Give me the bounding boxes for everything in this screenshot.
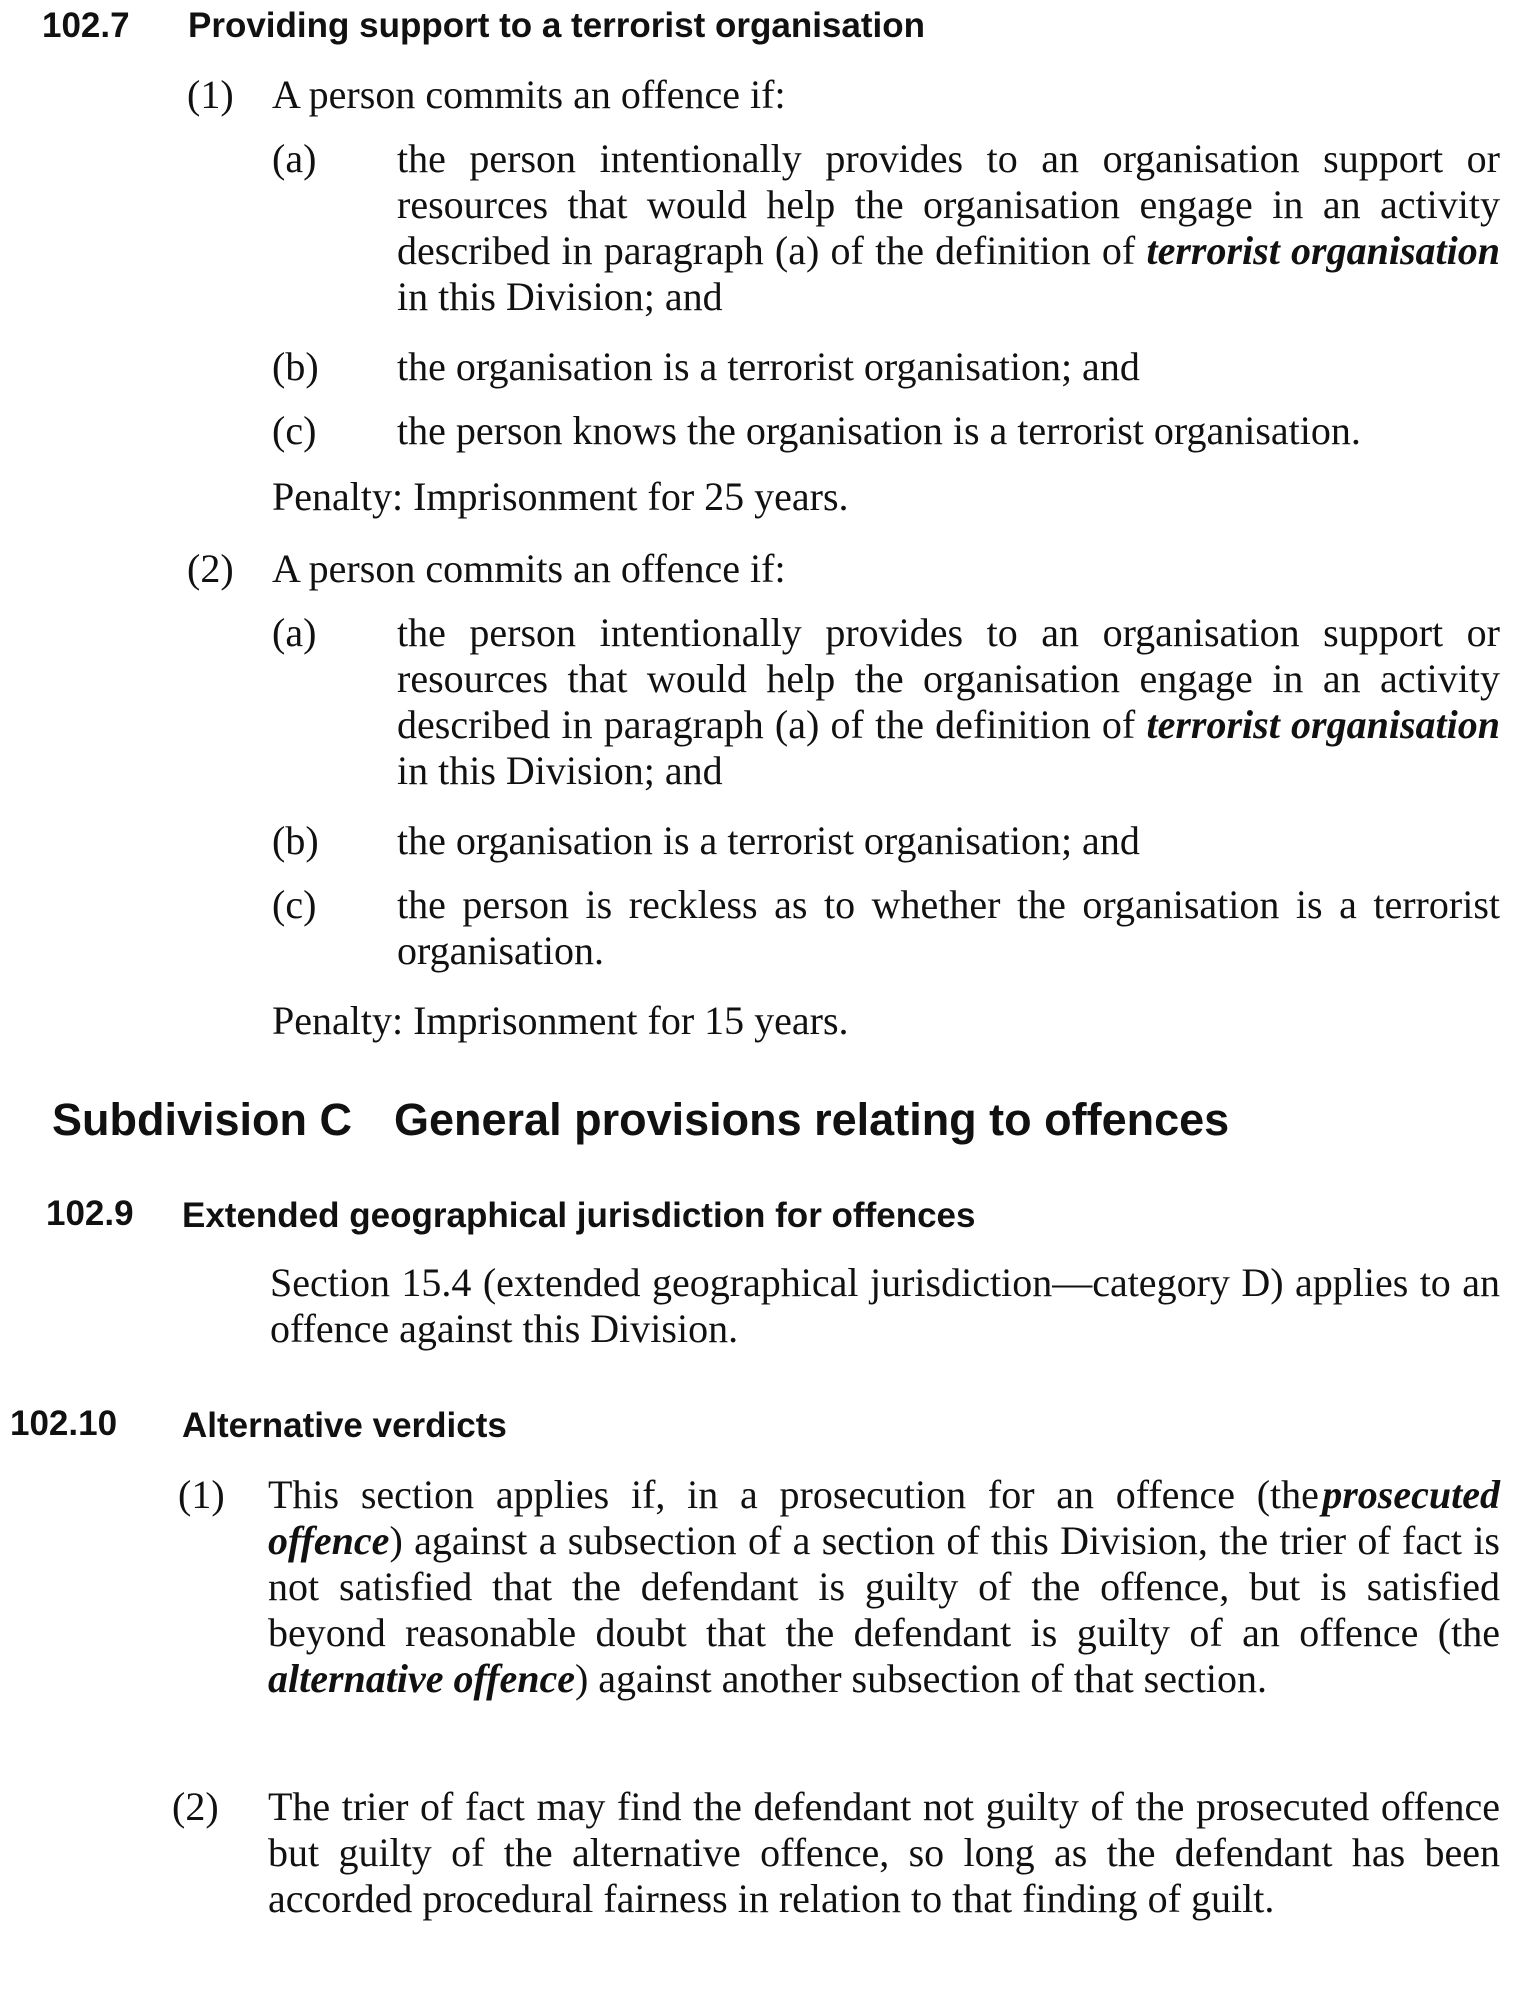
section-text-102-9: Section 15.4 (extended geographical jurisdiction—category D) applies to an offence against this Division.: [270, 1260, 1500, 1351]
para-label-1c: (c): [272, 408, 317, 453]
subdivision-label: Subdivision C: [52, 1094, 353, 1145]
para-text-1c: the person knows the organisation is a terrorist organisation.: [397, 408, 1361, 453]
para-text-2b: the organisation is a terrorist organisation; and: [397, 818, 1140, 863]
section-number-102-7: 102.7: [42, 6, 130, 45]
section-title-102-9: Extended geographical jurisdiction for offences: [182, 1196, 976, 1235]
subsection-text-10-1: [268, 1472, 1500, 1702]
para-text-1a: [397, 136, 1500, 320]
subsection-text-10-1-part2: ) against a subsection of a section of this Division, the trier of fact is not satisfied that the defendant is guilty of the offence, but is satisfied beyond reasonable doubt that the defendant is guilty of an offence (the: [268, 1518, 1500, 1655]
section-number-102-9: 102.9: [46, 1194, 134, 1233]
defined-term-terrorist-organisation: terrorist organisation: [1146, 228, 1500, 273]
para-label-1a: (a): [272, 136, 317, 181]
subsection-text-10-1-part3: ) against another subsection of that section.: [574, 1656, 1267, 1701]
para-text-1a-part2: in this Division; and: [397, 274, 723, 319]
defined-term-alternative-offence: alternative offence: [268, 1656, 575, 1701]
para-label-2b: (b): [272, 818, 319, 863]
defined-term-terrorist-organisation: terrorist organisation: [1146, 702, 1500, 747]
section-title-102-7: Providing support to a terrorist organisation: [188, 6, 925, 45]
section-title-102-10: Alternative verdicts: [182, 1406, 507, 1445]
section-number-102-10: 102.10: [10, 1404, 118, 1443]
para-text-2a-part1: the person intentionally provides to an organisation support or resources that would help the organisation engage in an activity described in paragraph (a) of the definition of: [397, 610, 1500, 747]
para-label-2c: (c): [272, 882, 317, 927]
subsection-intro-1: A person commits an offence if:: [272, 72, 786, 117]
subsection-label-10-1: (1): [178, 1472, 225, 1517]
para-label-1b: (b): [272, 344, 319, 389]
para-text-2c: the person is reckless as to whether the organisation is a terrorist organisation.: [397, 882, 1500, 973]
subsection-label-10-2: (2): [172, 1784, 219, 1829]
para-text-1a-part1: the person intentionally provides to an organisation support or resources that would help the organisation engage in an activity described in paragraph (a) of the definition of: [397, 136, 1500, 273]
para-label-2a: (a): [272, 610, 317, 655]
subsection-label-2: (2): [187, 546, 234, 591]
para-text-2a: [397, 610, 1500, 794]
subsection-text-10-2: The trier of fact may find the defendant not guilty of the prosecuted offence but guilty of the alternative offence, so long as the defendant has been accorded procedural fairness in relation to that finding of guilt.: [268, 1784, 1500, 1921]
para-text-2a-part2: in this Division; and: [397, 748, 723, 793]
para-text-1b: the organisation is a terrorist organisation; and: [397, 344, 1140, 389]
subsection-text-10-1-part1: This section applies if, in a prosecution for an offence (the: [268, 1472, 1319, 1517]
subsection-label-1: (1): [187, 72, 234, 117]
penalty-1: Penalty: Imprisonment for 25 years.: [272, 474, 849, 519]
penalty-2: Penalty: Imprisonment for 15 years.: [272, 998, 849, 1043]
subsection-intro-2: A person commits an offence if:: [272, 546, 786, 591]
subdivision-title: General provisions relating to offences: [394, 1094, 1230, 1145]
defined-term-prosecuted-offence: prosecuted offence: [268, 1472, 1500, 1563]
